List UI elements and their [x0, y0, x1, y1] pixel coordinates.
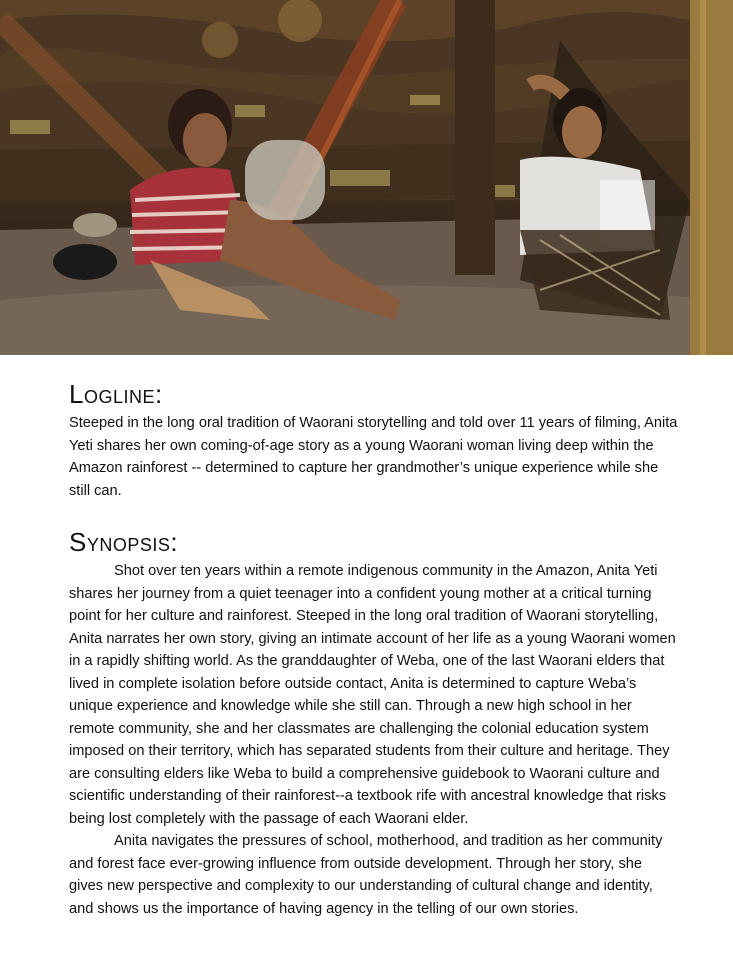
sack: [245, 140, 325, 220]
pot: [73, 213, 117, 237]
logline-text: Steeped in the long oral tradition of Waorani storytelling and told over 11 years of filming, Anita Yeti shares her own coming-of-age story as a young Waorani woman living deep within the Amazon rainforest -- determined to capture her grandmother’s unique experience while she still can.: [69, 415, 678, 499]
synopsis-paragraph-2: Anita navigates the pressures of school, motherhood, and tradition as her community and forest face ever-growing influence from outside development. Through her story, she gives new perspective and complexity to our understanding of cultural change and identity, and shows us the importance of having agency in the telling of our own stories.: [69, 833, 663, 917]
post: [455, 0, 495, 275]
hero-photo: [0, 0, 733, 355]
synopsis-heading: Synopsis:: [69, 527, 179, 557]
synopsis-paragraph-1: Shot over ten years within a remote indigenous community in the Amazon, Anita Yeti shares her journey from a quiet teenager into a confident young mother at a critical turning point for her culture and rainforest. Steeped in the long oral tradition of Waorani storytelling, Anita narrates her own story, giving an intimate account of her life as a young Waorani women in a rapidly shifting world. As the granddaughter of Weba, one of the last Waorani elders that lived in complete isolation before outside contact, Anita is determined to capture Weba’s unique experience and knowledge while she still can. Through a new high school in her remote community, she and her classmates are challenging the colonial education system imposed on their territory, which has separated students from their culture and heritage. They are consulting elders like Weba to build a comprehensive guidebook to Waorani culture and scientific understanding of their rainforest--a textbook rife with ancestral knowledge that risks being lost completely with the passage of each Waorani elder.: [69, 563, 676, 827]
document-body: [69, 380, 679, 920]
bamboo-post: [690, 0, 733, 355]
pot: [53, 244, 117, 280]
photo-illustration: [0, 0, 733, 355]
logline-heading: Logline:: [69, 379, 163, 409]
